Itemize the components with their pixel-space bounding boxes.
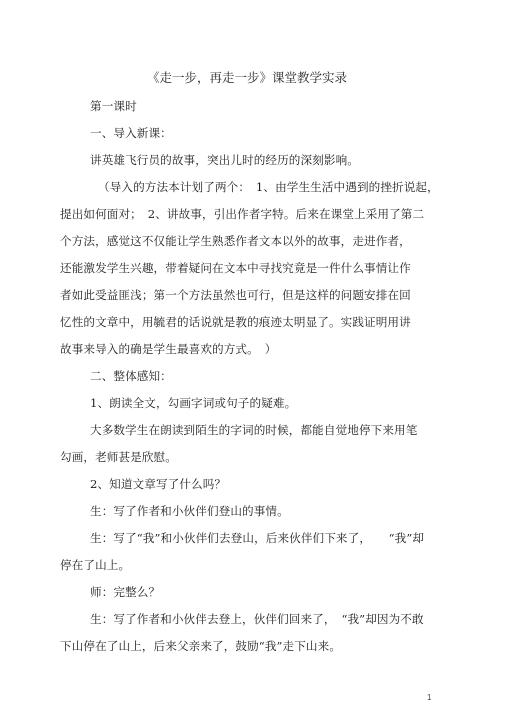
- paragraph-line: 忆性的文章中，用毓君的话说就是教的痕迹太明显了。实践证明用讲: [60, 315, 411, 329]
- paragraph-line: 勾画，老师甚是欣慰。: [60, 450, 177, 464]
- dialogue-line: 生：写了作者和小伙伴去登上，伙伴们回来了， “我”却因为不敢: [90, 612, 424, 626]
- paragraph-line: 提出如何面对； 2、讲故事，引出作者字特。后来在课堂上采用了第二: [60, 207, 425, 221]
- document-title: 《走一步，再走一步》课堂教学实录: [147, 70, 348, 85]
- section-lesson-1: 第一课时: [90, 99, 137, 113]
- paragraph-line: 讲英雄飞行员的故事，突出儿时的经历的深刻影响。: [90, 153, 359, 167]
- page-number: 1: [427, 693, 432, 702]
- dialogue-line: 下山停在了山上，后来父亲来了，鼓励“我”走下山来。: [60, 639, 342, 653]
- dialogue-line: 师：完整么？: [90, 585, 161, 599]
- list-item: 2、知道文章写了什么吗？: [90, 477, 227, 491]
- paragraph-line: 故事来导入的确是学生最喜欢的方式。 ）: [60, 342, 277, 356]
- paragraph-line: （导入的方法本计划了两个： 1、由学生生活中遇到的挫折说起，: [98, 180, 439, 194]
- dialogue-line: 停在了山上。: [60, 558, 131, 572]
- paragraph-line: 大多数学生在朗读到陌生的字词的时候，都能自觉地停下来用笔: [90, 423, 418, 437]
- paragraph-line: 者如此受益匪浅；第一个方法虽然也可行，但是这样的问题安排在回: [60, 288, 411, 302]
- paragraph-line: 还能激发学生兴趣，带着疑问在文本中寻找究竟是一件什么事情让作: [60, 261, 411, 275]
- list-item: 1、朗读全文，勾画字词或句子的疑难。: [90, 396, 297, 410]
- heading-overall-perception: 二、整体感知：: [90, 369, 172, 383]
- dialogue-line: 生：写了“我”和小伙伴们去登山，后来伙伴们下来了， “我”却: [90, 531, 425, 545]
- dialogue-line: 生：写了作者和小伙伴们登山的事情。: [90, 504, 289, 518]
- heading-introduction: 一、导入新课：: [90, 126, 172, 140]
- paragraph-line: 个方法，感觉这不仅能让学生熟悉作者文本以外的故事，走进作者，: [60, 234, 411, 248]
